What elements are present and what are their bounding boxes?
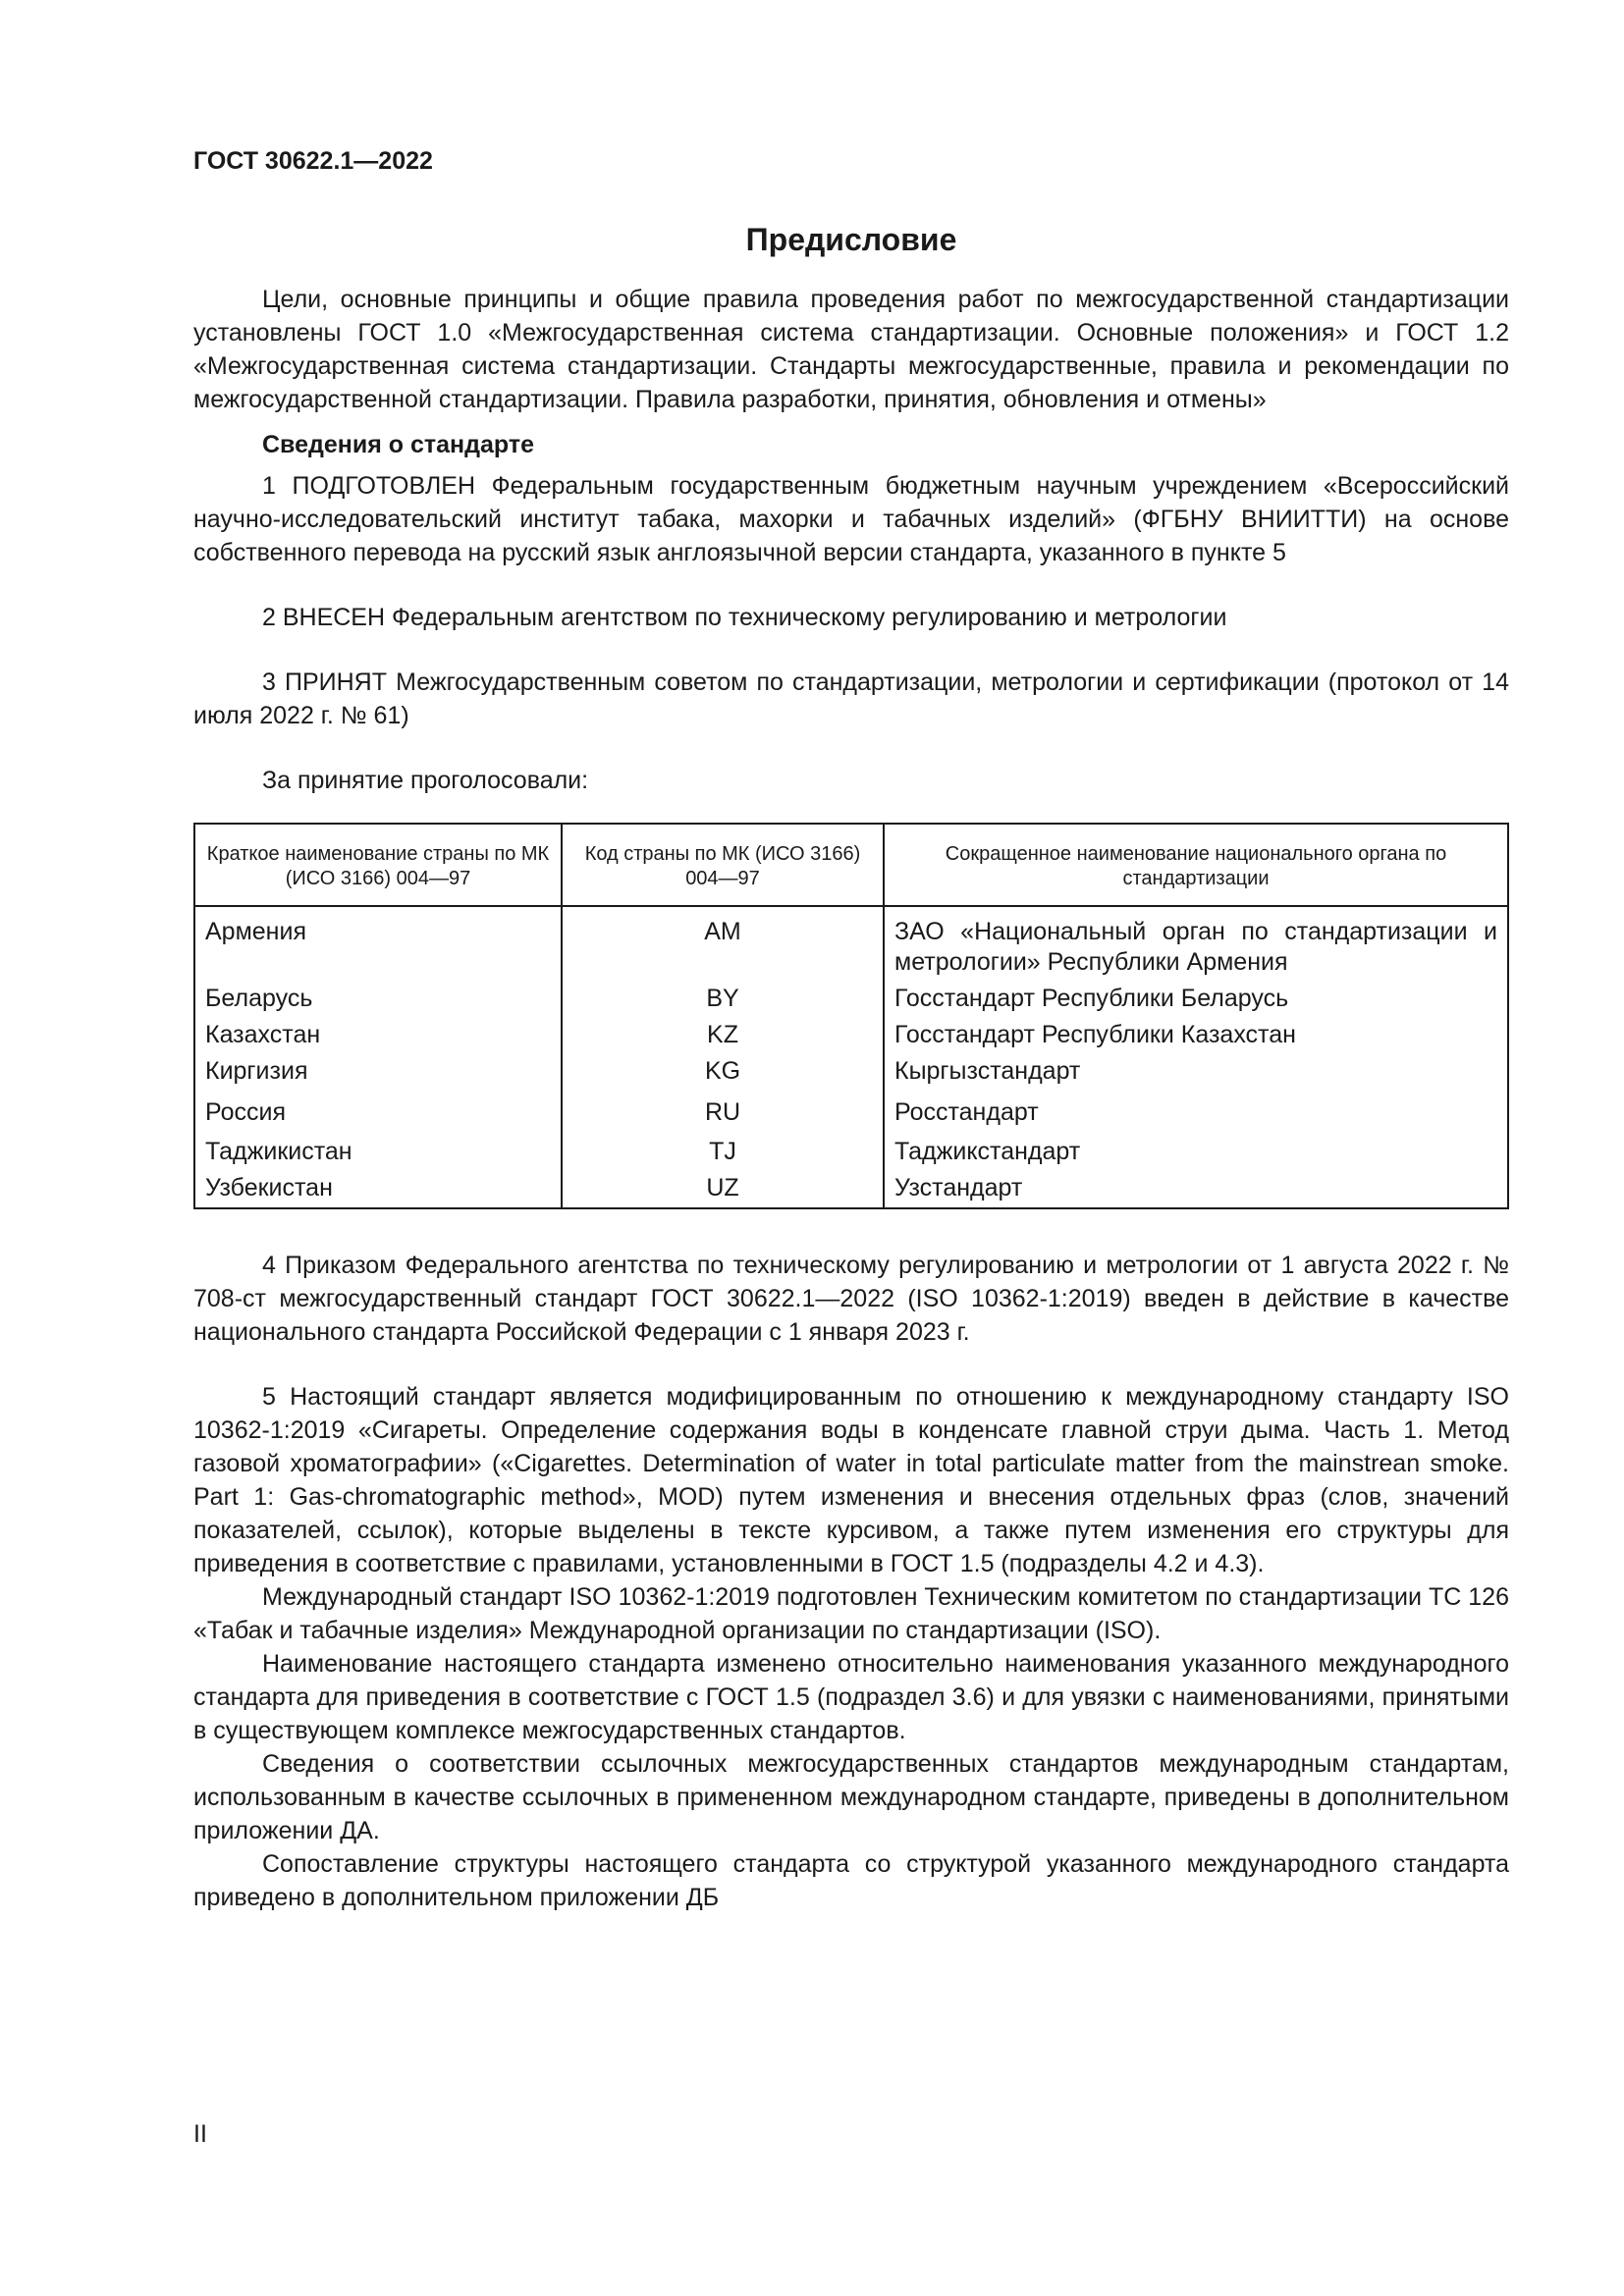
item-5-structure-paragraph: Сопоставление структуры настоящего стандарта со структурой указанного международного стандарта приведено в дополнительном приложении ДБ [193,1850,1509,1911]
item-2-paragraph: 2 ВНЕСЕН Федеральным агентством по техническому регулированию и метрологии [262,604,1227,631]
item-5-references-paragraph: Сведения о соответствии ссылочных межгосударственных стандартов международным стандартам, использованным в качестве ссылочных в примененном международном стандарте, приведены в дополнительном приложении ДА. [193,1750,1509,1844]
cell-organ: Узстандарт [884,1170,1508,1208]
header-country: Краткое наименование страны по МК (ИСО 3166) 004—97 [194,824,562,906]
cell-code: AM [562,906,884,981]
table-header-row [194,824,1508,906]
item-4-paragraph: 4 Приказом Федерального агентства по техническому регулированию и метрологии от 1 августа 2022 г. № 708-ст межгосударственный стандарт ГОСТ 30622.1—2022 (ISO 10362-1:2019) введен в действие в качестве национального стандарта Российской Федерации с 1 января 2023 г. [193,1252,1509,1346]
item-5-name-paragraph: Наименование настоящего стандарта изменено относительно наименования указанного международного стандарта для приведения в соответствие с ГОСТ 1.5 (подраздел 3.6) и для увязки с наименованиями, принятыми в существующем комплексе межгосударственных стандартов. [193,1650,1509,1744]
cell-organ: ЗАО «Национальный орган по стандартизации и метрологии» Республики Армения [884,906,1508,981]
cell-code: TJ [562,1134,884,1170]
item-1-paragraph: 1 ПОДГОТОВЛЕН Федеральным государственным бюджетным научным учреждением «Всероссийский научно-исследовательский институт табака, махорки и табачных изделий» (ФГБНУ ВНИИТТИ) на основе собственного перевода на русский язык англоязычной версии стандарта, указанного в пункте 5 [193,472,1509,566]
cell-code: UZ [562,1170,884,1208]
cell-country: Киргизия [194,1053,562,1090]
table-row [194,1017,1508,1053]
cell-country: Беларусь [194,981,562,1017]
item-5-paragraph: 5 Настоящий стандарт является модифицированным по отношению к международному стандарту ISO 10362-1:2019 «Сигареты. Определение содержания воды в конденсате главной струи дыма. Часть 1. Метод газовой хроматографии» («Cigarettes. Determination of water in total particulate matter from the mainstrean smoke. Part 1: Gas-chromatographic method», MOD) путем изменения и внесения отдельных фраз (слов, значений показателей, ссылок), которые выделены в тексте курсивом, а также путем изменения его структуры для приведения в соответствие с правилами, установленными в ГОСТ 1.5 (подразделы 4.2 и 4.3). [193,1383,1509,1577]
cell-organ: Кыргызстандарт [884,1053,1508,1090]
voted-label: За принятие проголосовали: [262,767,589,794]
cell-code: RU [562,1090,884,1134]
document-body [193,283,1509,1914]
table-row [194,906,1508,981]
table-row [194,1090,1508,1134]
cell-organ: Госстандарт Республики Казахстан [884,1017,1508,1053]
cell-organ: Таджикстандарт [884,1134,1508,1170]
cell-country: Узбекистан [194,1170,562,1208]
info-heading: Сведения о стандарте [262,431,535,458]
intro-paragraph: Цели, основные принципы и общие правила проведения работ по межгосударственной стандартизации установлены ГОСТ 1.0 «Межгосударственная система стандартизации. Основные положения» и ГОСТ 1.2 «Межгосударственная система стандартизации. Стандарты межгосударственные, правила и рекомендации по межгосударственной стандартизации. Правила разработки, принятия, обновления и отмены» [193,286,1509,413]
header-code: Код страны по МК (ИСО 3166) 004—97 [562,824,884,906]
voting-table [193,823,1509,1209]
document-code: ГОСТ 30622.1—2022 [193,147,433,175]
cell-country: Армения [194,906,562,981]
cell-country: Россия [194,1090,562,1134]
table-row [194,1134,1508,1170]
item-5-iso-paragraph: Международный стандарт ISO 10362-1:2019 подготовлен Техническим комитетом по стандартизации ТС 126 «Табак и табачные изделия» Международной организации по стандартизации (ISO). [193,1583,1509,1644]
cell-country: Таджикистан [194,1134,562,1170]
cell-organ: Госстандарт Республики Беларусь [884,981,1508,1017]
cell-code: KG [562,1053,884,1090]
page-title: Предисловие [745,222,957,257]
table-row [194,1053,1508,1090]
header-organ: Сокращенное наименование национального органа по стандартизации [884,824,1508,906]
table-row [194,1170,1508,1208]
cell-code: BY [562,981,884,1017]
item-3-paragraph: 3 ПРИНЯТ Межгосударственным советом по стандартизации, метрологии и сертификации (протокол от 14 июля 2022 г. № 61) [193,668,1509,729]
cell-organ: Росстандарт [884,1090,1508,1134]
table-row [194,981,1508,1017]
cell-country: Казахстан [194,1017,562,1053]
cell-code: KZ [562,1017,884,1053]
page-number: II [193,2120,207,2148]
